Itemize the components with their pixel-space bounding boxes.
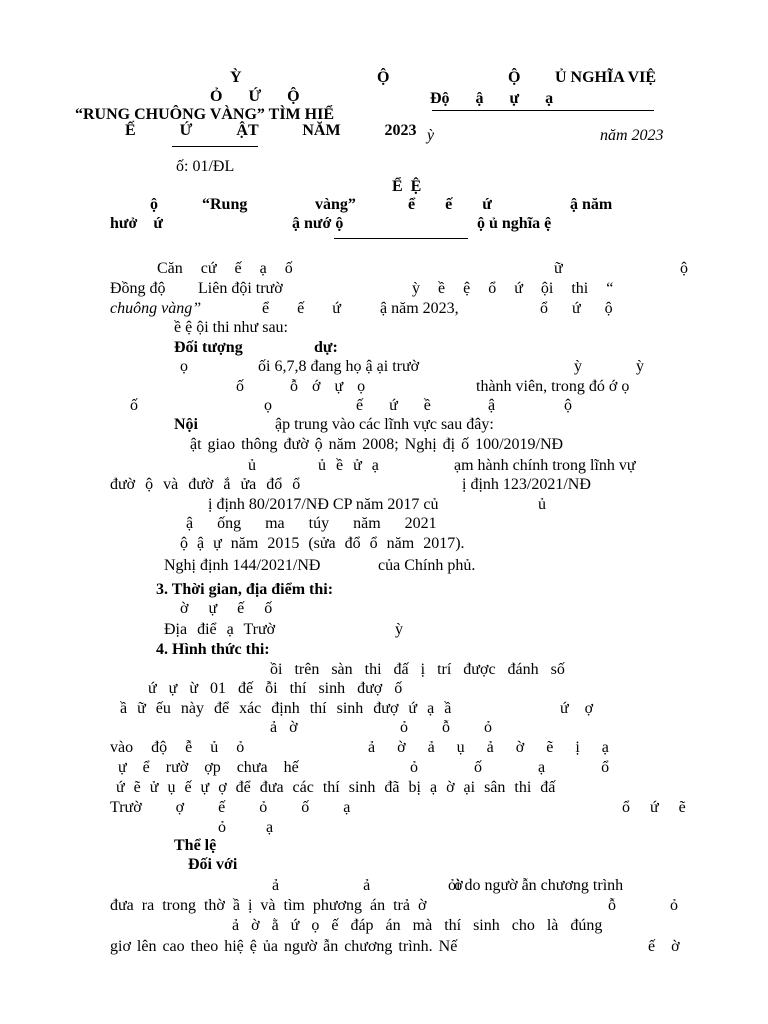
section4-line3-b: ứ ợ	[560, 700, 594, 717]
section4-line4-a: ả ờ	[270, 719, 298, 736]
preamble-line1-a: Căn cứ ế ạ ố	[157, 260, 293, 277]
date-suffix: năm 2023	[600, 127, 664, 144]
header-right-line1-c: Ủ NGHĨA VIỆ	[555, 69, 657, 86]
header-left-line4: Ế Ứ ẬT NĂM 2023	[125, 122, 417, 139]
section1-line1-c: ỳ	[574, 358, 582, 375]
section1-line1-a: ọ	[180, 358, 188, 375]
section4-line9: ỏ ạ	[218, 819, 274, 836]
section5-line3: ả ờ ằ ứ ọ ế đáp án mà thí sinh cho là đúng	[232, 917, 603, 934]
section4-line1: ồi trên sàn thi đấ ị trí được đánh số	[270, 661, 565, 678]
preamble-line2-c: ỳ ề ệ ổ ứ ội thi “	[412, 280, 614, 297]
section2-line7-b: của Chính phủ.	[378, 557, 476, 574]
section1-heading-b: dự:	[314, 339, 338, 356]
section1-line3-c: ế ứ ề	[356, 397, 431, 414]
header-left-line3: “RUNG CHUÔNG VÀNG” TÌM HIỂ	[75, 106, 334, 123]
title-line1: Ể Ệ	[392, 178, 422, 195]
title-line2-a: ộ	[150, 196, 158, 213]
preamble-line3-d: ổ ứ ộ	[540, 300, 613, 317]
section4-line2: ứ ự ừ 01 đế ỗi thí sinh đượ ố	[148, 680, 403, 697]
section3-heading: 3. Thời gian, địa điểm thi:	[156, 581, 334, 598]
header-left-line1: Ỳ	[230, 69, 242, 86]
title-line3-c: ộ ủ nghĩa ệ	[477, 215, 552, 232]
section1-line3-d: ậ	[488, 397, 496, 414]
section5-line4-a: giơ lên cao theo hiệ ệ ủa ngườ ẫn chương trình. Nế	[110, 938, 458, 955]
section3-line1: ờ ự ế ố	[180, 600, 273, 617]
section1-line3-b: ọ	[264, 397, 272, 414]
section1-line1-d: ỳ	[636, 358, 644, 375]
section4-line8-b: ổ ứ ẽ	[622, 799, 686, 816]
section3-line2-b: ỳ	[395, 621, 403, 638]
section2-line6: ộ ậ ự năm 2015 (sửa đổ ổ năm 2017).	[180, 535, 465, 552]
section4-line5-b: ả ờ ả ụ ả ờ ẽ ị ạ	[368, 739, 609, 756]
title-line2-b: “Rung	[202, 196, 248, 213]
header-right-line1-a: Ộ	[377, 69, 390, 86]
section1-line3-a: ố	[130, 397, 138, 414]
section4-line6-b: ỏ ố ạ ổ	[410, 759, 610, 776]
section3-line2-a: Địa điể ạ Trườ	[164, 621, 276, 638]
section4-line8-a: Trườ ợ ế ỏ ố ạ	[110, 799, 351, 816]
preamble-line2-b: Liên đội trườ	[198, 280, 283, 297]
preamble-line2-a: Đồng độ	[110, 280, 166, 297]
preamble-line4: ề ệ ội thi như sau:	[174, 319, 288, 336]
section2-line1: ật giao thông đườ ộ năm 2008; Nghị đị ố 100/2019/NĐ	[190, 436, 564, 453]
section5-line2-a: đưa ra trong thờ ầ ị và tìm phương án trả ờ	[110, 897, 427, 914]
header-right-line1-b: Ộ	[508, 69, 521, 86]
section2-line4-a: ị định 80/2017/NĐ CP năm 2017 củ	[208, 496, 439, 513]
preamble-line3-c: ậ năm 2023,	[380, 300, 459, 317]
section2-line3-a: đườ ộ và đườ ắ ửa đổ ổ	[110, 476, 301, 493]
section1-heading-a: Đối tượng	[174, 339, 243, 356]
section2-line7-a: Nghị định 144/2021/NĐ	[164, 557, 321, 574]
title-line3-b: ậ nướ ộ	[292, 215, 344, 232]
title-line2-d: ể ế ứ	[408, 196, 492, 213]
header-right-line2: Độ ậ ự ạ	[430, 90, 554, 107]
section4-line3-a: ầ ữ ếu này để xác định thí sinh đượ ứ ạ ầ	[120, 700, 452, 717]
section4-line7: ứ ẽ ử ụ ế ự ợ để đưa các thí sinh đã bị ạ ờ ại sân thi đấ	[116, 779, 556, 796]
section4-line4-b: ỏ ỗ ỏ	[400, 719, 492, 736]
section1-line1-b: ối 6,7,8 đang họ ậ ại trườ	[258, 358, 420, 375]
preamble-line1-c: ộ	[680, 260, 688, 277]
title-line2-c: vàng”	[315, 196, 356, 213]
header-left-underline	[172, 146, 258, 147]
section5-subheading: Đối với	[188, 856, 238, 873]
date-prefix: ỳ	[427, 127, 435, 144]
section4-heading: 4. Hình thức thi:	[156, 641, 270, 658]
section2-line2-b: ủ ề ử ạ	[318, 457, 379, 474]
preamble-line3-a: chuông vàng”	[110, 300, 202, 317]
section2-heading-a: Nội	[174, 416, 198, 433]
section5-line1-a: ả ả ờ	[272, 877, 463, 894]
section1-line2-b: ỗ ớ ự ọ	[290, 378, 366, 395]
section2-line5: ậ ống ma túy năm 2021	[186, 515, 437, 532]
section1-line2-c: thành viên, trong đó ớ ọ	[476, 378, 630, 395]
section2-line2-a: ủ	[248, 457, 256, 474]
title-underline	[334, 238, 468, 239]
preamble-line1-b: ữ	[554, 260, 563, 277]
section2-line2-c: ạm hành chính trong lĩnh vự	[454, 457, 636, 474]
section5-line2-b: ỗ ỏ	[608, 897, 678, 914]
section2-heading-b: ập trung vào các lĩnh vực sau đây:	[275, 416, 494, 433]
document-number: ố: 01/ĐL	[176, 158, 235, 175]
section5-line1-b: ỏi do ngườ ẫn chương trình	[448, 877, 624, 894]
section2-line3-b: ị định 123/2021/NĐ	[462, 476, 591, 493]
section4-line6-a: ự ể rườ ợp chưa hế	[118, 759, 299, 776]
section5-line4-b: ế ờ	[648, 938, 680, 955]
section2-line4-b: ủ	[538, 496, 546, 513]
section5-heading: Thể lệ	[174, 837, 217, 854]
title-line3-a: hưở ứ	[110, 215, 163, 232]
section1-line2-a: ố	[236, 378, 244, 395]
header-right-underline	[432, 110, 654, 111]
title-line2-e: ậ năm	[570, 196, 613, 213]
header-left-line2: Ỏ Ứ Ộ	[210, 88, 300, 105]
section1-line3-e: ộ	[564, 397, 572, 414]
section4-line5-a: vào độ ễ ủ ỏ	[110, 739, 245, 756]
preamble-line3-b: ể ế ứ	[262, 300, 341, 317]
